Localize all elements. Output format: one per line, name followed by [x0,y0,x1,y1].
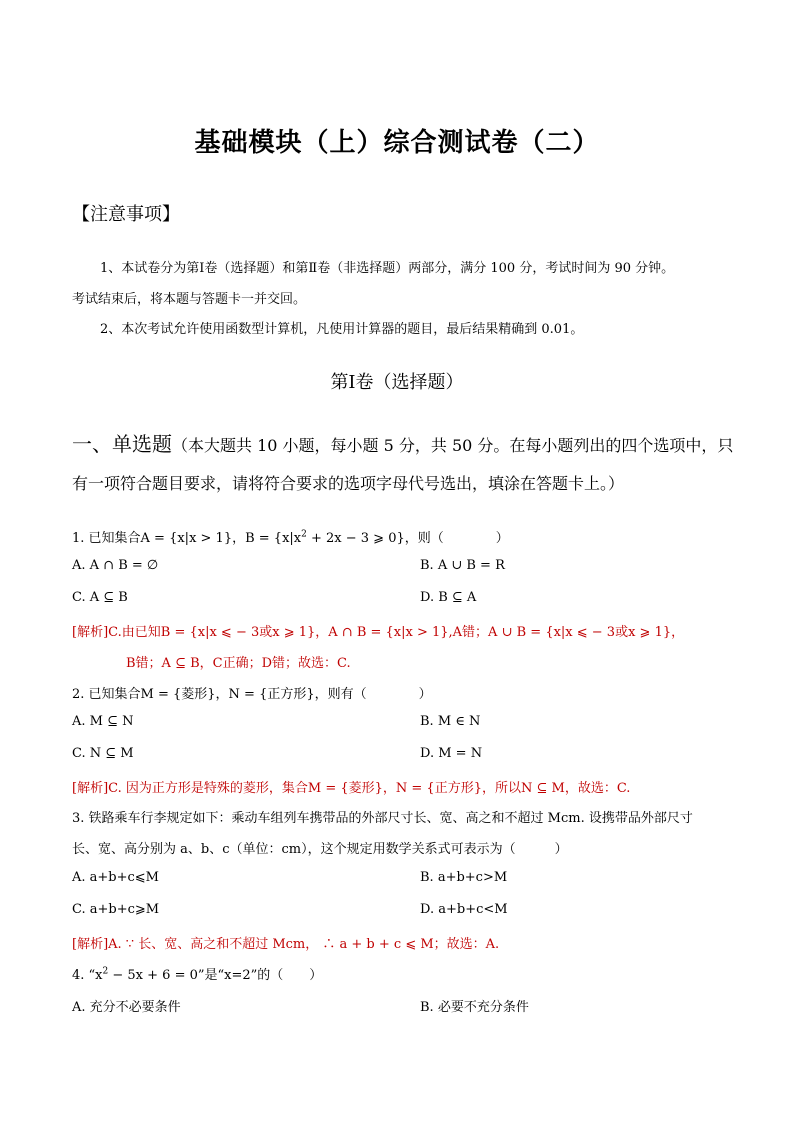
part1-heading [72,428,733,457]
question-2-option-b[interactable]: B. M ∈ N [420,714,481,729]
question-2-stem: 2. 已知集合M = {菱形}，N = {正方形}，则有（ ） [72,687,432,702]
question-3-option-a[interactable]: A. a+b+c⩽M [72,870,159,885]
question-1-analysis-cont: B错；A ⊆ B，C正确；D错；故选：C. [126,656,351,671]
question-2-option-a[interactable]: A. M ⊆ N [72,714,134,729]
notice-item-2: 2、本次考试允许使用函数型计算机，凡使用计算器的题目，最后结果精确到 0.01。 [100,322,584,337]
question-2-analysis: [解析]C. 因为正方形是特殊的菱形，集合M = {菱形}，N = {正方形}，所以N ⊆ M，故选：C. [72,781,631,796]
question-3-option-d[interactable]: D. a+b+c<M [420,902,508,917]
question-4-option-b[interactable]: B. 必要不充分条件 [420,1000,529,1015]
question-3-stem-cont: 长、宽、高分别为 a、b、c（单位：cm），这个规定用数学关系式可表示为（ ） [72,842,568,857]
notice-item-1: 1、本试卷分为第Ⅰ卷（选择题）和第Ⅱ卷（非选择题）两部分，满分 100 分，考试时间为 90 分钟。 [100,261,675,276]
notice-item-1-cont: 考试结束后，将本题与答题卡一并交回。 [72,292,307,307]
section-title: 第Ⅰ卷（选择题） [330,372,464,393]
question-2-option-d[interactable]: D. M = N [420,746,483,761]
question-1-option-c[interactable]: C. A ⊆ B [72,590,128,605]
question-3-option-c[interactable]: C. a+b+c⩾M [72,902,160,917]
part1-desc-1: （本大题共 10 小题，每小题 5 分，共 50 分。在每小题列出的四个选项中，只 [172,436,734,455]
page-title: 基础模块（上）综合测试卷（二） [194,128,600,158]
part1-title: 一、单选题 [72,432,172,456]
question-4-stem: 4. “$x^2 - 5x + 6 = 0$”是“x=2”的（ ） [72,966,323,983]
question-1-stem: 1. 已知集合A = {x|x > 1}，$B = \{x|x^2 + 2x - 3$ ⩾ 0}，则（ ） [72,529,509,546]
question-1-option-a[interactable]: A. A ∩ B = ∅ [72,558,159,573]
question-3-analysis: [解析]A. ∵ 长、宽、高之和不超过 Mcm， ∴ a + b + c ⩽ M；故选：A. [72,937,500,952]
question-2-option-c[interactable]: C. N ⊆ M [72,746,134,761]
question-1-option-d[interactable]: D. B ⊆ A [420,590,477,605]
part1-desc-2: 有一项符合题目要求，请将符合要求的选项字母代号选出，填涂在答题卡上。） [72,474,625,493]
question-3-stem: 3. 铁路乘车行李规定如下：乘动车组列车携带品的外部尺寸长、宽、高之和不超过 Mcm. 设携带品外部尺寸 [72,811,693,826]
notice-heading: 【注意事项】 [72,204,180,225]
question-4-option-a[interactable]: A. 充分不必要条件 [72,1000,181,1015]
question-1-analysis: [解析]C.由已知B = {x|x ⩽ − 3或x ⩾ 1}，A ∩ B = {x|x > 1},A错；A ∪ B = {x|x ⩽ − 3或x ⩾ 1}， [72,625,685,640]
question-1-option-b[interactable]: B. A ∪ B = R [420,558,505,573]
question-3-option-b[interactable]: B. a+b+c>M [420,870,508,885]
